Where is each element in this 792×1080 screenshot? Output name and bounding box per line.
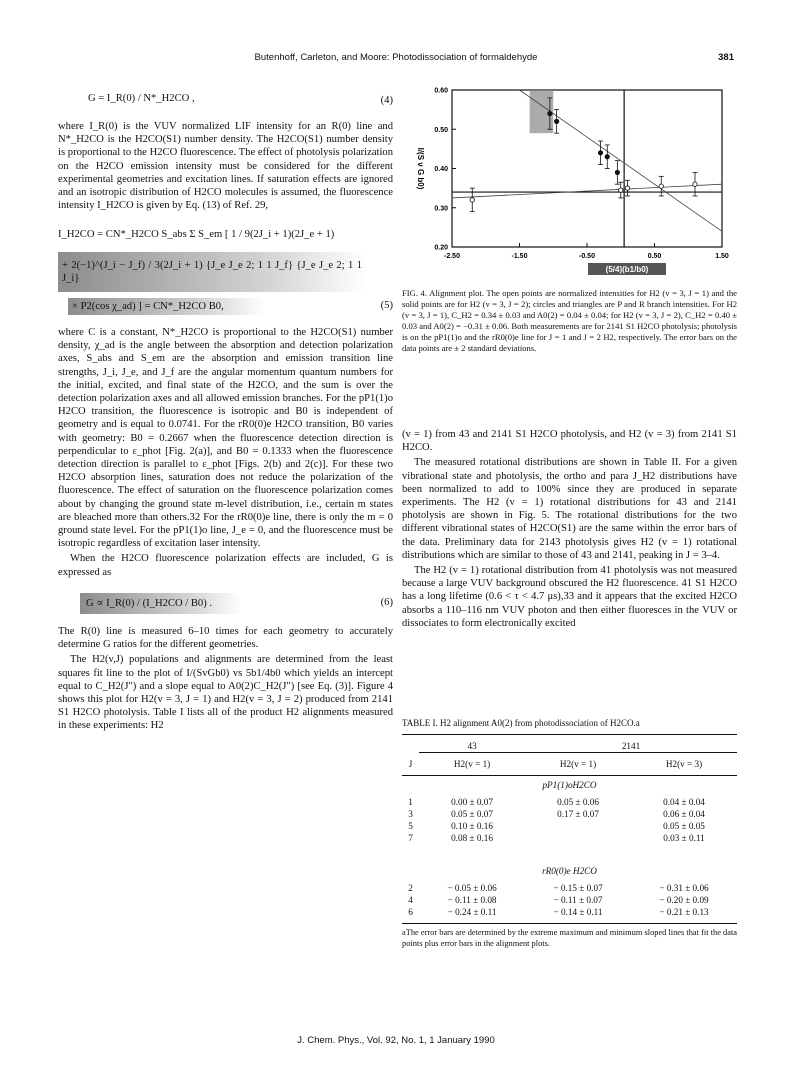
table-row [402,882,737,894]
x-axis-label: (5/4)(b1/b0) [605,265,649,274]
data-point [554,119,558,123]
table-title: TABLE I. H2 alignment A0(2) from photodissociation of H2CO.a [402,718,640,728]
table-cell: − 0.05 ± 0.06 [447,883,497,893]
table-cell: − 0.15 ± 0.07 [553,883,603,893]
equation-5-line-3-row [58,296,393,316]
table-cell: 0.05 ± 0.06 [557,797,599,807]
equation-5-line-1: I_H2CO = CN*_H2CO S_abs Σ S_em [ 1 / 9(2J_i + 1)(2J_e + 1) [58,229,335,241]
equation-5-line-3: × P2(cos χ_ad) ] = CN*_H2CO B0, [68,298,266,315]
table-cell: 0.17 ± 0.07 [557,809,599,819]
table-cell: 3 [408,809,413,819]
table-cell: 1 [408,797,413,807]
column-header: H2(v = 1) [525,753,631,776]
left-column [58,82,393,735]
table-cell: 0.04 ± 0.04 [663,797,705,807]
paragraph: where C is a constant, N*_H2CO is proportional to the H2CO(S1) number density, χ_ad is the angle between the absorption and detection polarization axes, S_abs and S_em are the absorption and emission transition line strengths, J_i, J_e, and J_f are the angular momentum quantum numbers for the initial, excited, and final state of the H2CO, and the sum is over the detection polarization axes and all allowed emission branches. For the pP1(1)o H2CO transition, the fluorescence is isotropic and B0 is independent of geometry and is equal to 0.0741. For the rR0(0)e H2CO transition, B0 varies with geometry: B0 = 0.2667 when the fluorescence detection direction is perpendicular to ε_phot [Fig. 2(a)], and B0 = 0.1333 when the fluorescence detection direction is parallel to ε_phot [Figs. 2(b) and 2(c)]. For these two H2CO absorption lines, saturation does not reduce the polarization of the fluorescence. The effect of saturation on the fluorescence polarization comes about by changing the ground state m-level distribution, i.e., certain m states are bleached more than others.32 For the rR0(0)e line, there is only the m = 0 ground state level. For the pP1(1)o line, J_e = 0, and the fluorescence must be isotropic regardless of excitation laser intensity. [58,327,393,550]
paragraph: where I_R(0) is the VUV normalized LIF intensity for an R(0) line and N*_H2CO is the H2CO(S1) number density. The H2CO(S1) number density is proportional to the H2CO fluorescence. The effect of photolysis polarization on the H2CO emission intensity must be considered for the different experimental geometries and excitation lines. If saturation effects are ignored and an isotropic distribution of H2CO molecules is assumed, the fluorescence intensity I_H2CO is given by Eq. (13) of Ref. 29, [58,121,393,212]
x-tick-label: 0.50 [647,253,662,260]
table-bottom-rule [402,918,737,924]
table-cell: 4 [408,895,413,905]
equation-5-line-2: + 2(−1)^(J_i − J_f) / 3(2J_i + 1) {J_e J_e 2; 1 1 J_f} {J_e J_e 2; 1 1 J_i} [58,252,366,292]
table-row [402,894,737,906]
equation-6-body: G ∝ I_R(0) / (I_H2CO / B0) . [80,593,242,614]
equation-4 [58,86,393,116]
table-cell: 0.06 ± 0.04 [663,809,705,819]
section-2-body [402,882,737,918]
right-column [402,428,737,632]
table-cell: − 0.31 ± 0.06 [659,883,709,893]
group-header: 2141 [525,735,737,753]
figure-caption: FIG. 4. Alignment plot. The open points are normalized intensities for H2 (v = 3, J = 1) and the solid points are for H2 (v = 3, J = 2); circles and triangles are P and R branch intensities. For H2 (v = 3, J = 1), C_H2 = 0.34 ± 0.03 and A0(2) = 0.04 ± 0.04; for H2 (v = 3, J = 2), C_H2 = 0.40 ± 0.03 and A0(2) = −0.31 ± 0.06. Both measurements are for 2141 S1 H2CO photolysis; photolysis is on the pP1(1)o and the rR0(0)e line for J = 1 and J = 2 H2, respectively. The error bars on the data points are ± 2 standard deviations. [402,288,737,353]
equation-6-number: (6) [380,596,393,608]
y-tick-label: 0.60 [434,87,448,95]
column-header: J [402,753,419,776]
table-cell: 2 [408,883,413,893]
equation-6 [58,585,393,619]
section-1-body [402,796,737,844]
table-cell: − 0.11 ± 0.08 [447,895,497,905]
table-cell: 7 [408,833,413,843]
section-label-row [402,844,737,882]
page-footer: J. Chem. Phys., Vol. 92, No. 1, 1 January 1990 [297,1035,495,1046]
column-header: H2(v = 1) [419,753,525,776]
table-cell [525,820,631,832]
paragraph: The measured rotational distributions are shown in Table II. For a given vibrational state and photolysis, the ortho and para J_H2 distributions have been normalized to add to 100% since they are produced in separate experiments. The H2 (v = 1) rotational distributions for 43 and 2141 photolysis are shown in Fig. 5. The rotational distributions for the two different vibrational states of H2CO(S1) are the same within the error bars of the data. Preliminary data for 2143 photolysis gives H2 (v = 1) rotational distributions which are similar to those of 43 and 2141, peaking in J = 3–4. [402,457,737,561]
paragraph: The H2 (v = 1) rotational distribution from 41 photolysis was not measured because a large VUV background obscured the H2 fluorescence. 41 S1 H2CO has a long lifetime (0.6 < τ < 4.7 μs),33 and it appears that the excited H2CO absorbs a 110–116 nm VUV photon and then either fluoresces in the VUV or dissociates to form electronically excited [402,565,737,629]
data-point [598,151,602,155]
paragraph: (v = 1) from 43 and 2141 S1 H2CO photolysis, and H2 (v = 3) from 2141 S1 H2CO. [402,429,737,454]
data-point [470,198,474,202]
paragraph: The H2(v,J) populations and alignments are determined from the least squares fit line to the plot of I/(SvGb0) vs 5b1/4b0 which yields an intercept equal to C_H2(J") and a slope equal to A0(2)C_H2(J") [see Eq. (3)]. Figure 4 shows this plot for H2(v = 3, J = 1) and H2(v = 3, J = 2) produced from 2141 S1 H2CO photolysis. Table I lists all of the product H2 alignments measured in these experiments: H2 [58,654,393,732]
page-number: 381 [718,52,734,63]
section-label: rR0(0)e H2CO [542,866,597,876]
running-head-title: Butenhoff, Carleton, and Moore: Photodissociation of formaldehyde [254,52,538,63]
table-1 [402,718,737,949]
group-header: 43 [419,735,525,753]
table-cell: − 0.21 ± 0.13 [659,907,709,917]
data-point [625,186,629,190]
table-header-row [402,753,737,776]
table-footnote: aThe error bars are determined by the extreme maximum and minimum sloped lines that fit the data points plus error bars in the alignment plots. [402,928,737,948]
data-point [693,182,697,186]
y-tick-label: 0.30 [434,205,448,213]
data-point [615,170,619,174]
fit-line [452,184,722,198]
table-cell: − 0.14 ± 0.11 [553,907,603,917]
equation-4-body: G = I_R(0) / N*_H2CO , [88,93,195,104]
table-row [402,820,737,832]
running-head [58,52,734,66]
y-tick-label: 0.50 [434,126,448,134]
x-tick-label: -2.50 [444,253,460,260]
table-cell [525,832,631,844]
table-cell: − 0.20 ± 0.09 [659,895,709,905]
paragraph: The R(0) line is measured 6–10 times for each geometry to accurately determine G ratios for the different geometries. [58,625,393,651]
table-row [402,808,737,820]
section-label: pP1(1)oH2CO [542,780,597,790]
equation-5-number: (5) [380,300,393,312]
y-tick-label: 0.40 [434,166,448,173]
table-cell: 0.00 ± 0.07 [451,797,493,807]
table-cell: − 0.11 ± 0.07 [553,895,603,905]
table-row [402,906,737,918]
paragraph: When the H2CO fluorescence polarization effects are included, G is expressed as [58,553,393,578]
table-cell: 6 [408,907,413,917]
table-cell: 0.03 ± 0.11 [663,833,705,843]
table-cell: − 0.24 ± 0.11 [447,907,497,917]
table-cell: 0.05 ± 0.05 [663,821,705,831]
column-header: H2(v = 3) [631,753,737,776]
data-point [605,155,609,159]
alignment-table [402,734,737,924]
table-cell: 0.08 ± 0.16 [451,833,493,843]
equation-5 [58,222,393,316]
table-cell: 0.10 ± 0.16 [451,821,493,831]
figure-4 [402,82,737,354]
alignment-plot [402,82,737,282]
table-row [402,832,737,844]
section-label-row [402,776,737,797]
plot-frame [452,90,722,247]
table-cell: 5 [408,821,413,831]
table-group-header-row [402,735,737,753]
x-tick-label: -1.50 [511,253,528,260]
x-tick-label: 1.50 [715,253,729,260]
y-axis-label: I/(S ν G b0) [416,147,425,190]
table-cell: 0.05 ± 0.07 [451,809,493,819]
x-tick-label: -0.50 [579,253,595,260]
table-row [402,796,737,808]
y-tick-label: 0.20 [434,244,448,252]
data-point [548,111,552,115]
equation-4-number: (4) [380,95,393,106]
data-point [619,188,623,192]
